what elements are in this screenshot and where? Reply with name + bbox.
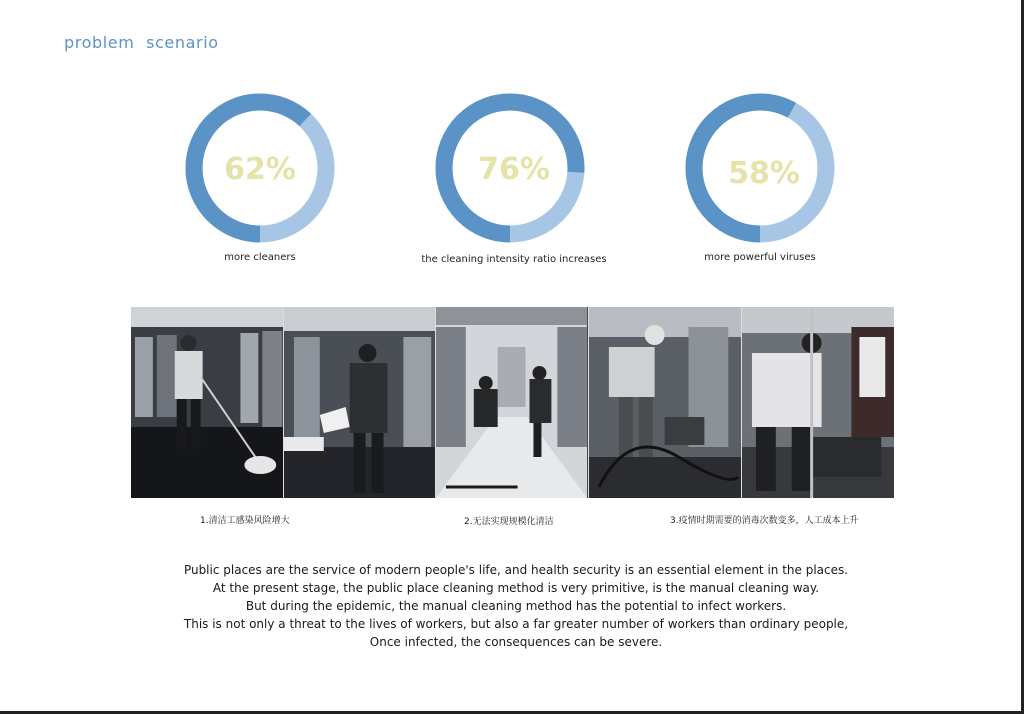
paragraph-line: But during the epidemic, the manual cleaning method has the potential to infect workers. — [245, 599, 787, 613]
photo-image — [742, 307, 894, 498]
donut-chart-powerful-viruses — [684, 92, 836, 244]
donut-caption: the cleaning intensity ratio increases — [421, 254, 607, 265]
donut-percent-label: 62% — [224, 152, 296, 187]
paragraph-line: Once infected, the consequences can be severe. — [369, 635, 663, 649]
photo-cleaner-subway-3 — [436, 307, 588, 498]
photo-cleaner-subway-2 — [284, 307, 436, 498]
photo-caption-1: 1.清洁工感染风险增大 — [200, 516, 290, 526]
body-paragraph — [150, 561, 882, 651]
paragraph-line: This is not only a threat to the lives of workers, but also a far greater number of workers than ordinary people, — [183, 617, 849, 631]
donut-caption: more cleaners — [224, 252, 296, 263]
page-title: problem scenario — [64, 33, 219, 52]
donut-percent-label: 58% — [728, 156, 800, 191]
photo-image — [589, 307, 741, 498]
photo-cleaner-subway-4 — [589, 307, 742, 498]
photo-image — [436, 307, 587, 498]
photo-caption-3: 3.疫情时期需要的消毒次数变多，人工成本上升 — [670, 516, 859, 526]
photo-cleaner-subway-5 — [742, 307, 894, 498]
donut-caption: more powerful viruses — [704, 252, 816, 263]
photo-image — [131, 307, 283, 498]
photo-image — [284, 307, 435, 498]
photo-strip — [131, 307, 894, 498]
photo-caption-2: 2.无法实现规模化清洁 — [464, 517, 554, 527]
donut-percent-label: 76% — [478, 152, 550, 187]
donut-chart-more-cleaners — [184, 92, 336, 244]
donut-svg — [684, 92, 836, 244]
donut-svg — [434, 92, 586, 244]
paragraph-line: Public places are the service of modern people's life, and health security is an essential element in the places. — [183, 563, 849, 577]
donut-svg — [184, 92, 336, 244]
photo-cleaner-subway-1 — [131, 307, 284, 498]
paragraph-line: At the present stage, the public place cleaning method is very primitive, is the manual cleaning way. — [212, 581, 820, 595]
donut-chart-cleaning-intensity — [434, 92, 586, 244]
